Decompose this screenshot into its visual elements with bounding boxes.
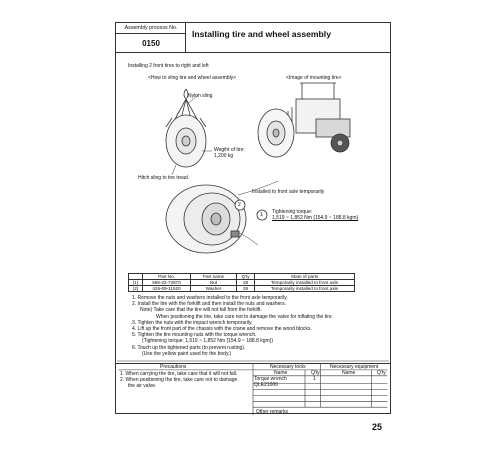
table-cell: 28 — [237, 286, 255, 292]
assembly-process-number: 0150 — [142, 39, 160, 48]
step-line: 6. Touch up the tightened parts (to prevent rusting). — [132, 344, 246, 351]
parts-header-cell: Q'ty — [237, 274, 255, 280]
weight-label-2: 1,200 kg — [214, 153, 234, 159]
precaution-item: 1. When carrying the tire, take care that it will not fall. — [120, 371, 238, 377]
precaution-item: 2. When positioning the tire, take care not to damage — [120, 377, 238, 383]
tool-qty: 1 — [313, 376, 316, 382]
forklift-figure — [258, 83, 350, 157]
precautions-header: Precautions — [160, 364, 187, 370]
table-cell: 569-22-72870 — [143, 280, 191, 286]
page-number: 25 — [372, 422, 383, 432]
table-cell: 28 — [237, 280, 255, 286]
table-cell: (2) — [129, 286, 143, 292]
callout-1: 1 — [260, 212, 263, 218]
weight-label-1: Wegiht of tire: — [214, 147, 245, 153]
torque-label-2: 1,519 ~ 1,852 Nm {154.9 ~ 188.8 kgm} — [272, 215, 359, 221]
sling-tire-figure — [166, 89, 212, 175]
step-line: 1. Remove the nuts and washers installed to the front axle temporarily. — [132, 295, 288, 301]
step-line: 4. Lift up the front part of the chassis with the crane and remove the wood blocks. — [132, 326, 312, 333]
table-cell: Nut — [191, 280, 237, 286]
torque-label-1: Tightening torque: — [272, 209, 313, 215]
table-cell: 426-09-11520 — [143, 286, 191, 292]
tools-qty-col: Q'ty — [311, 370, 320, 376]
table-cell: Washer — [191, 286, 237, 292]
step-note: (Use the yellow paint used for the body.) — [142, 350, 232, 357]
hitch-note: Hitch sling to tire tread. — [138, 175, 190, 181]
nylon-sling-label: Nylon sling — [188, 93, 213, 99]
parts-header-cell: State of parts — [255, 274, 355, 280]
tool-name-1: Torque wrench — [254, 376, 287, 382]
step-note: (Tightening torque: 1,519 ~ 1,852 Nm {154.9 ~ 188.8 kgm}) — [142, 338, 274, 345]
equipment-header: Necessary equipment — [330, 364, 379, 370]
work-instruction-sheet — [115, 22, 391, 414]
temp-install-note: Installed to front axle temporarily — [252, 189, 325, 195]
precaution-item: the air valve. — [128, 383, 157, 389]
page-title: Installing tire and wheel assembly — [192, 29, 331, 39]
intro-text: Installing 2 front tires to right and left — [128, 63, 209, 69]
left-figure-caption: <How to sling tire and wheel assembly> — [148, 75, 237, 81]
parts-header-cell: Part name — [191, 274, 237, 280]
equipment-name-col: Name — [342, 370, 356, 376]
step-note: Note) Take care that the tire will not fall from the forklift. — [140, 307, 262, 314]
assembly-process-label: Assembly process No. — [116, 23, 186, 34]
tools-name-col: Name — [274, 370, 288, 376]
step-line: 3. Tighten the nuts with the impact wrench temporarily. — [132, 319, 253, 326]
parts-header-cell: Part No. — [143, 274, 191, 280]
right-figure-caption: <Image of mounting tire> — [286, 75, 342, 81]
step-line: 5. Tighten the tire mounting nuts with the torque wrench. — [132, 332, 257, 339]
callout-2: 2 — [238, 202, 241, 208]
step-line: 2. Install the tire with the forklift and then install the nuts and washers. — [132, 301, 286, 308]
table-cell: Temporarily installed to front axle — [255, 280, 355, 286]
table-row — [129, 286, 355, 292]
other-remarks-label: Other remarks — [256, 409, 288, 415]
tool-name-2: QLE21000 — [254, 382, 278, 388]
procedure-steps — [132, 295, 333, 357]
table-cell: (1) — [129, 280, 143, 286]
tools-header: Necessary tools — [270, 364, 306, 370]
table-cell: Temporarily installed to front axle — [255, 286, 355, 292]
parts-table — [128, 273, 355, 292]
step-note: When positioning the tire, take care not to damage the valve for inflating the tire. — [156, 313, 334, 320]
equipment-qty-col: Q'ty — [377, 370, 386, 376]
